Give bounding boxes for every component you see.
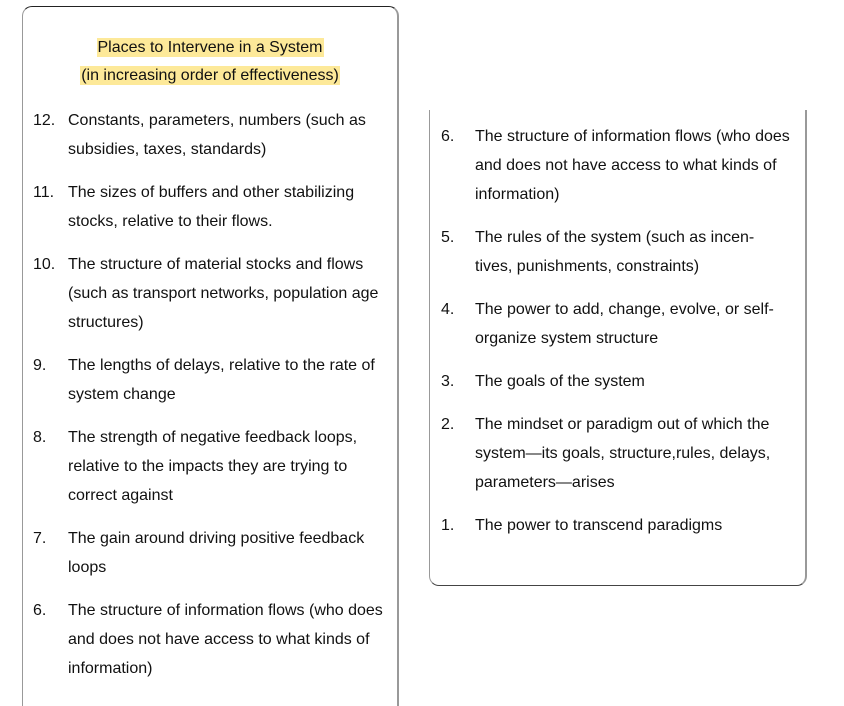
item-number: 5. xyxy=(441,229,455,246)
list-item xyxy=(23,596,397,683)
item-number: 1. xyxy=(441,517,455,534)
item-text: The mindset or paradigm out of which the system—its goals, structure,rules, delays, parameters—arises xyxy=(475,416,771,491)
item-text: The strength of negative feedback loops, relative to the impacts they are trying to correct against xyxy=(68,429,358,504)
list-item xyxy=(23,351,397,409)
item-number: 11. xyxy=(33,184,55,201)
title-block xyxy=(23,34,397,90)
item-text: The structure of material stocks and flows (such as transport networks, population age structures) xyxy=(68,256,379,331)
item-text: The gain around driving positive feedback loops xyxy=(68,530,365,576)
item-number: 9. xyxy=(33,357,47,374)
item-number: 4. xyxy=(441,301,455,318)
right-list xyxy=(430,122,805,540)
item-text: The power to transcend paradigms xyxy=(475,517,723,534)
item-number: 6. xyxy=(33,602,47,619)
list-item xyxy=(430,410,805,497)
item-text: The sizes of buffers and other stabilizing stocks, relative to their flows. xyxy=(68,184,355,230)
title-line-2: (in increasing order of effectiveness) xyxy=(81,67,339,84)
item-text: The power to add, change, evolve, or self-organize system structure xyxy=(475,301,774,347)
right-panel xyxy=(429,110,807,586)
item-number: 3. xyxy=(441,373,455,390)
list-item xyxy=(23,524,397,582)
item-text: The lengths of delays, relative to the rate of system change xyxy=(68,357,375,403)
item-number: 6. xyxy=(441,128,455,145)
item-number: 12. xyxy=(33,112,56,129)
item-number: 8. xyxy=(33,429,47,446)
item-text: Constants, parameters, numbers (such as subsidies, taxes, standards) xyxy=(68,112,366,158)
item-text: The structure of information flows (who does and does not have access to what kinds of information) xyxy=(68,602,383,677)
item-number: 2. xyxy=(441,416,455,433)
item-text: The goals of the system xyxy=(475,373,645,390)
item-number: 7. xyxy=(33,530,47,547)
list-item xyxy=(430,295,805,353)
list-item xyxy=(23,106,397,164)
item-text: The structure of information flows (who does and does not have access to what kinds of information) xyxy=(475,128,790,203)
list-item xyxy=(430,511,805,540)
list-item xyxy=(430,367,805,396)
list-item xyxy=(23,250,397,337)
left-list xyxy=(23,106,397,683)
title-line-1: Places to Intervene in a System xyxy=(97,39,323,56)
left-panel xyxy=(22,6,399,706)
list-item xyxy=(23,423,397,510)
list-item xyxy=(430,223,805,281)
item-number: 10. xyxy=(33,256,56,273)
item-text: The rules of the system (such as incen-tives, punishments, constraints) xyxy=(475,229,755,275)
list-item xyxy=(430,122,805,209)
list-item xyxy=(23,178,397,236)
